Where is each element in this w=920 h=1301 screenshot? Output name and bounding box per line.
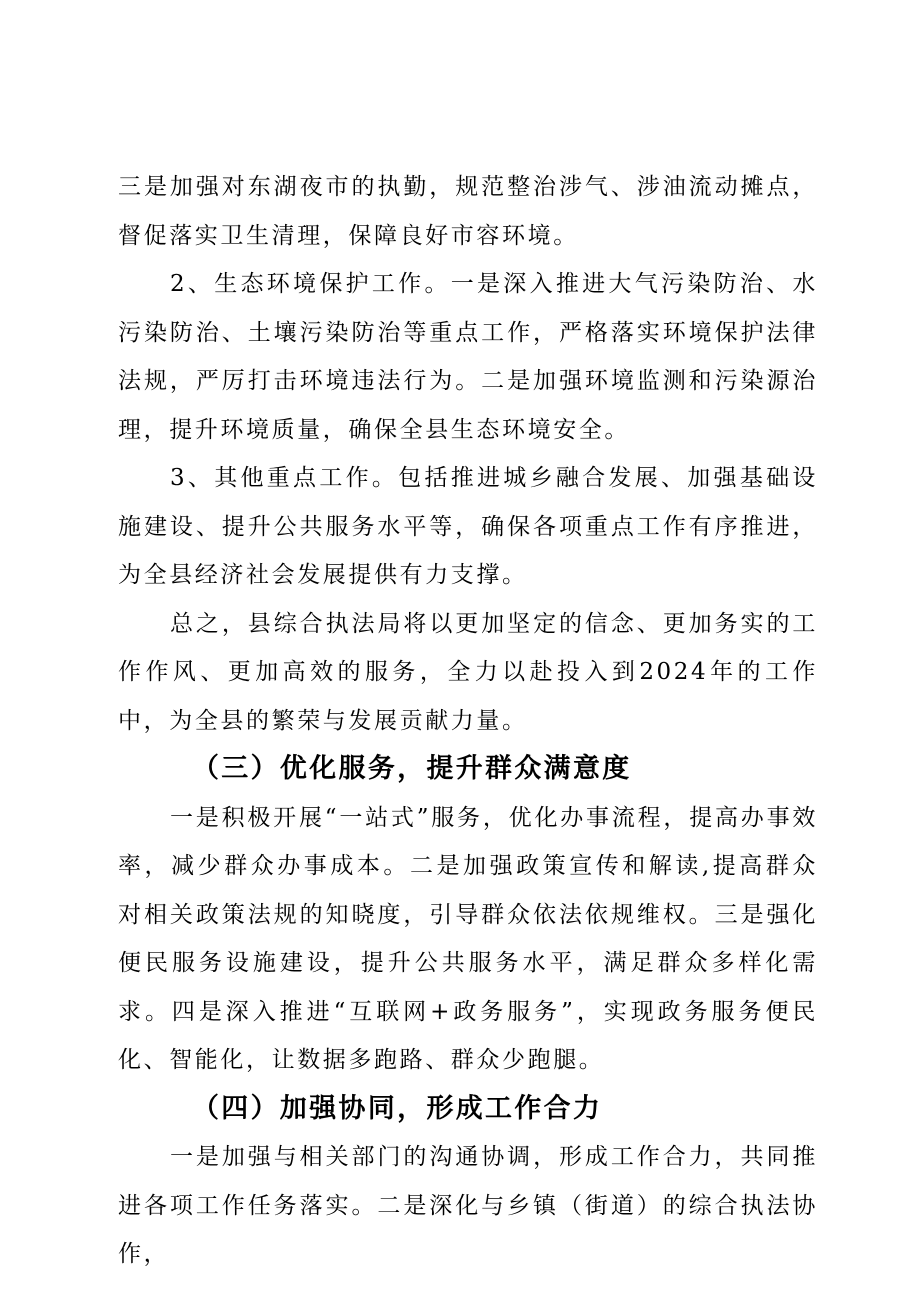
paragraph-summary: 总之，县综合执法局将以更加坚定的信念、更加务实的工作作风、更加高效的服务，全力以赴投入到2024年的工作中，为全县的繁荣与发展贡献力量。 bbox=[118, 610, 818, 734]
section-heading-optimize-service: （三）优化服务，提升群众满意度 bbox=[192, 753, 632, 784]
paragraph-other-key-work: 3、其他重点工作。包括推进城乡融合发展、加强基础设施建设、提升公共服务水平等，确保各项重点工作有序推进，为全县经济社会发展提供有力支撑。 bbox=[118, 465, 818, 588]
paragraph-ecology-protection: 2、生态环境保护工作。一是深入推进大气污染防治、水污染防治、土壤污染防治等重点工作，严格落实环境保护法律法规，严厉打击环境违法行为。二是加强环境监测和污染源治理，提升环境质量，确保全县生态环境安全。 bbox=[118, 271, 818, 443]
section-heading-coordination: （四）加强协同，形成工作合力 bbox=[192, 1092, 603, 1124]
paragraph-continuation: 三是加强对东湖夜市的执勤，规范整治涉气、涉油流动摊点，督促落实卫生清理，保障良好市容环境。 bbox=[118, 174, 818, 249]
paragraph-optimize-service: 一是积极开展“一站式”服务，优化办事流程，提高办事效率，减少群众办事成本。二是加强政策宣传和解读,提高群众对相关政策法规的知晓度，引导群众依法依规维权。三是强化便民服务设施建设，提升公共服务水平，满足群众多样化需求。四是深入推进“互联网+政务服务”，实现政务服务便民化、智能化，让数据多跑路、群众少跑腿。 bbox=[118, 804, 818, 1073]
document-body bbox=[118, 163, 818, 1279]
paragraph-coordination: 一是加强与相关部门的沟通协调，形成工作合力，共同推进各项工作任务落实。二是深化与乡镇（街道）的综合执法协作， bbox=[118, 1144, 818, 1267]
